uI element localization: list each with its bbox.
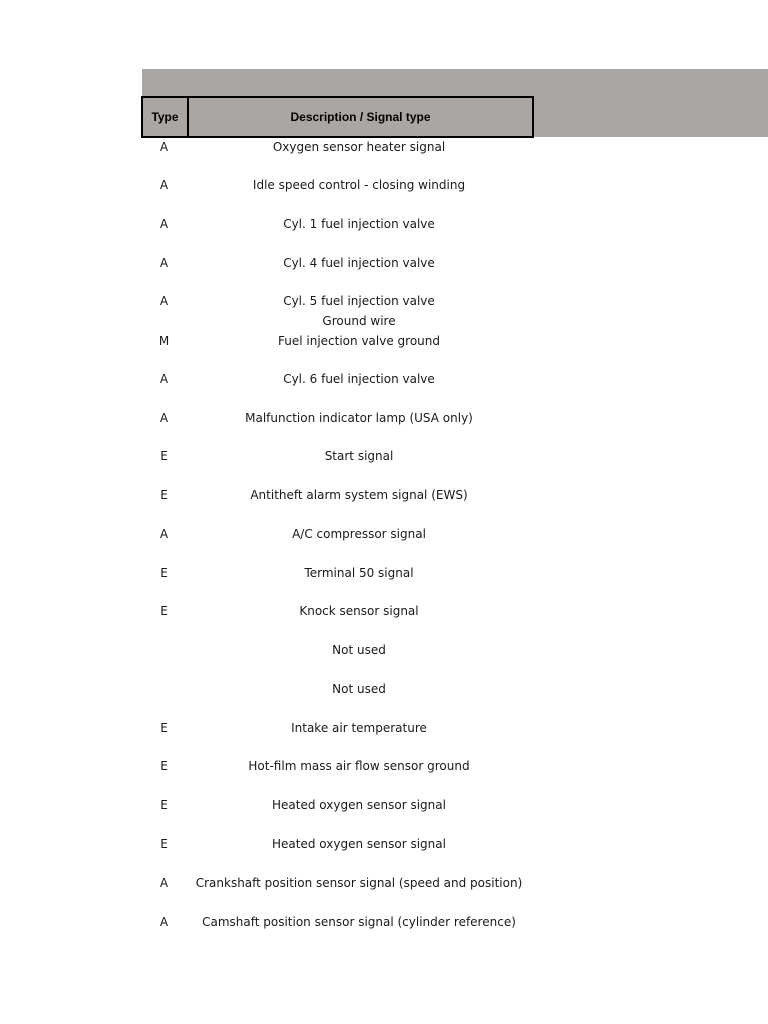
row-type: A [159,178,169,192]
row-type: E [160,759,168,773]
row-description: Not used [332,682,386,696]
row-type: E [160,566,168,580]
row-description: Antitheft alarm system signal (EWS) [250,488,468,502]
table-row [142,563,532,583]
table-row [142,485,532,505]
row-description: Heated oxygen sensor signal [272,837,446,851]
table-row [142,524,532,544]
table-header [141,96,534,138]
table-row [142,314,532,351]
row-type: E [160,837,168,851]
table-row [142,253,532,273]
table-row [142,795,532,815]
table-row [142,601,532,621]
row-description: Intake air temperature [291,721,427,735]
table-row [142,291,532,311]
row-description: Hot-film mass air flow sensor ground [248,759,470,773]
table-row [142,369,532,389]
row-description: Idle speed control - closing winding [252,178,466,192]
table-row [142,640,532,660]
row-type: E [160,798,168,812]
row-type: E [160,488,168,502]
row-description: Cyl. 5 fuel injection valve [283,294,435,308]
row-description: Malfunction indicator lamp (USA only) [245,411,473,425]
row-type: A [159,411,169,425]
row-description: Cyl. 1 fuel injection valve [283,217,435,231]
table-row [142,137,532,157]
column-header-description: Description / Signal type [290,110,431,124]
table-row [142,718,532,738]
table-row [142,912,532,932]
table-row [142,175,532,195]
row-description: Knock sensor signal [299,604,419,618]
row-description: Terminal 50 signal [304,566,414,580]
row-type: A [159,876,169,890]
table-row [142,873,532,893]
row-description: A/C compressor signal [292,527,426,541]
row-type: A [159,217,169,231]
row-type: E [160,449,168,463]
table-row [142,214,532,234]
row-type: A [159,372,169,386]
row-description-line-1: Ground wire [322,314,396,328]
row-type: A [159,294,169,308]
row-description: Start signal [324,449,394,463]
column-header-type: Type [143,98,189,136]
row-description: Cyl. 6 fuel injection valve [283,372,435,386]
row-description: Not used [332,643,386,657]
table-row [142,756,532,776]
table-row [142,834,532,854]
row-description: Heated oxygen sensor signal [272,798,446,812]
row-type: A [159,256,169,270]
row-description: Fuel injection valve ground [278,334,440,348]
row-type: E [160,604,168,618]
row-description: Camshaft position sensor signal (cylinder reference) [202,915,516,929]
row-type: M [158,334,170,348]
row-type: E [160,721,168,735]
row-description: Cyl. 4 fuel injection valve [283,256,435,270]
row-type: A [159,140,169,154]
row-type: A [159,527,169,541]
row-description: Crankshaft position sensor signal (speed and position) [195,876,523,890]
row-type: A [159,915,169,929]
table-row [142,446,532,466]
row-description: Oxygen sensor heater signal [272,140,446,154]
table-row [142,408,532,428]
table-row [142,679,532,699]
